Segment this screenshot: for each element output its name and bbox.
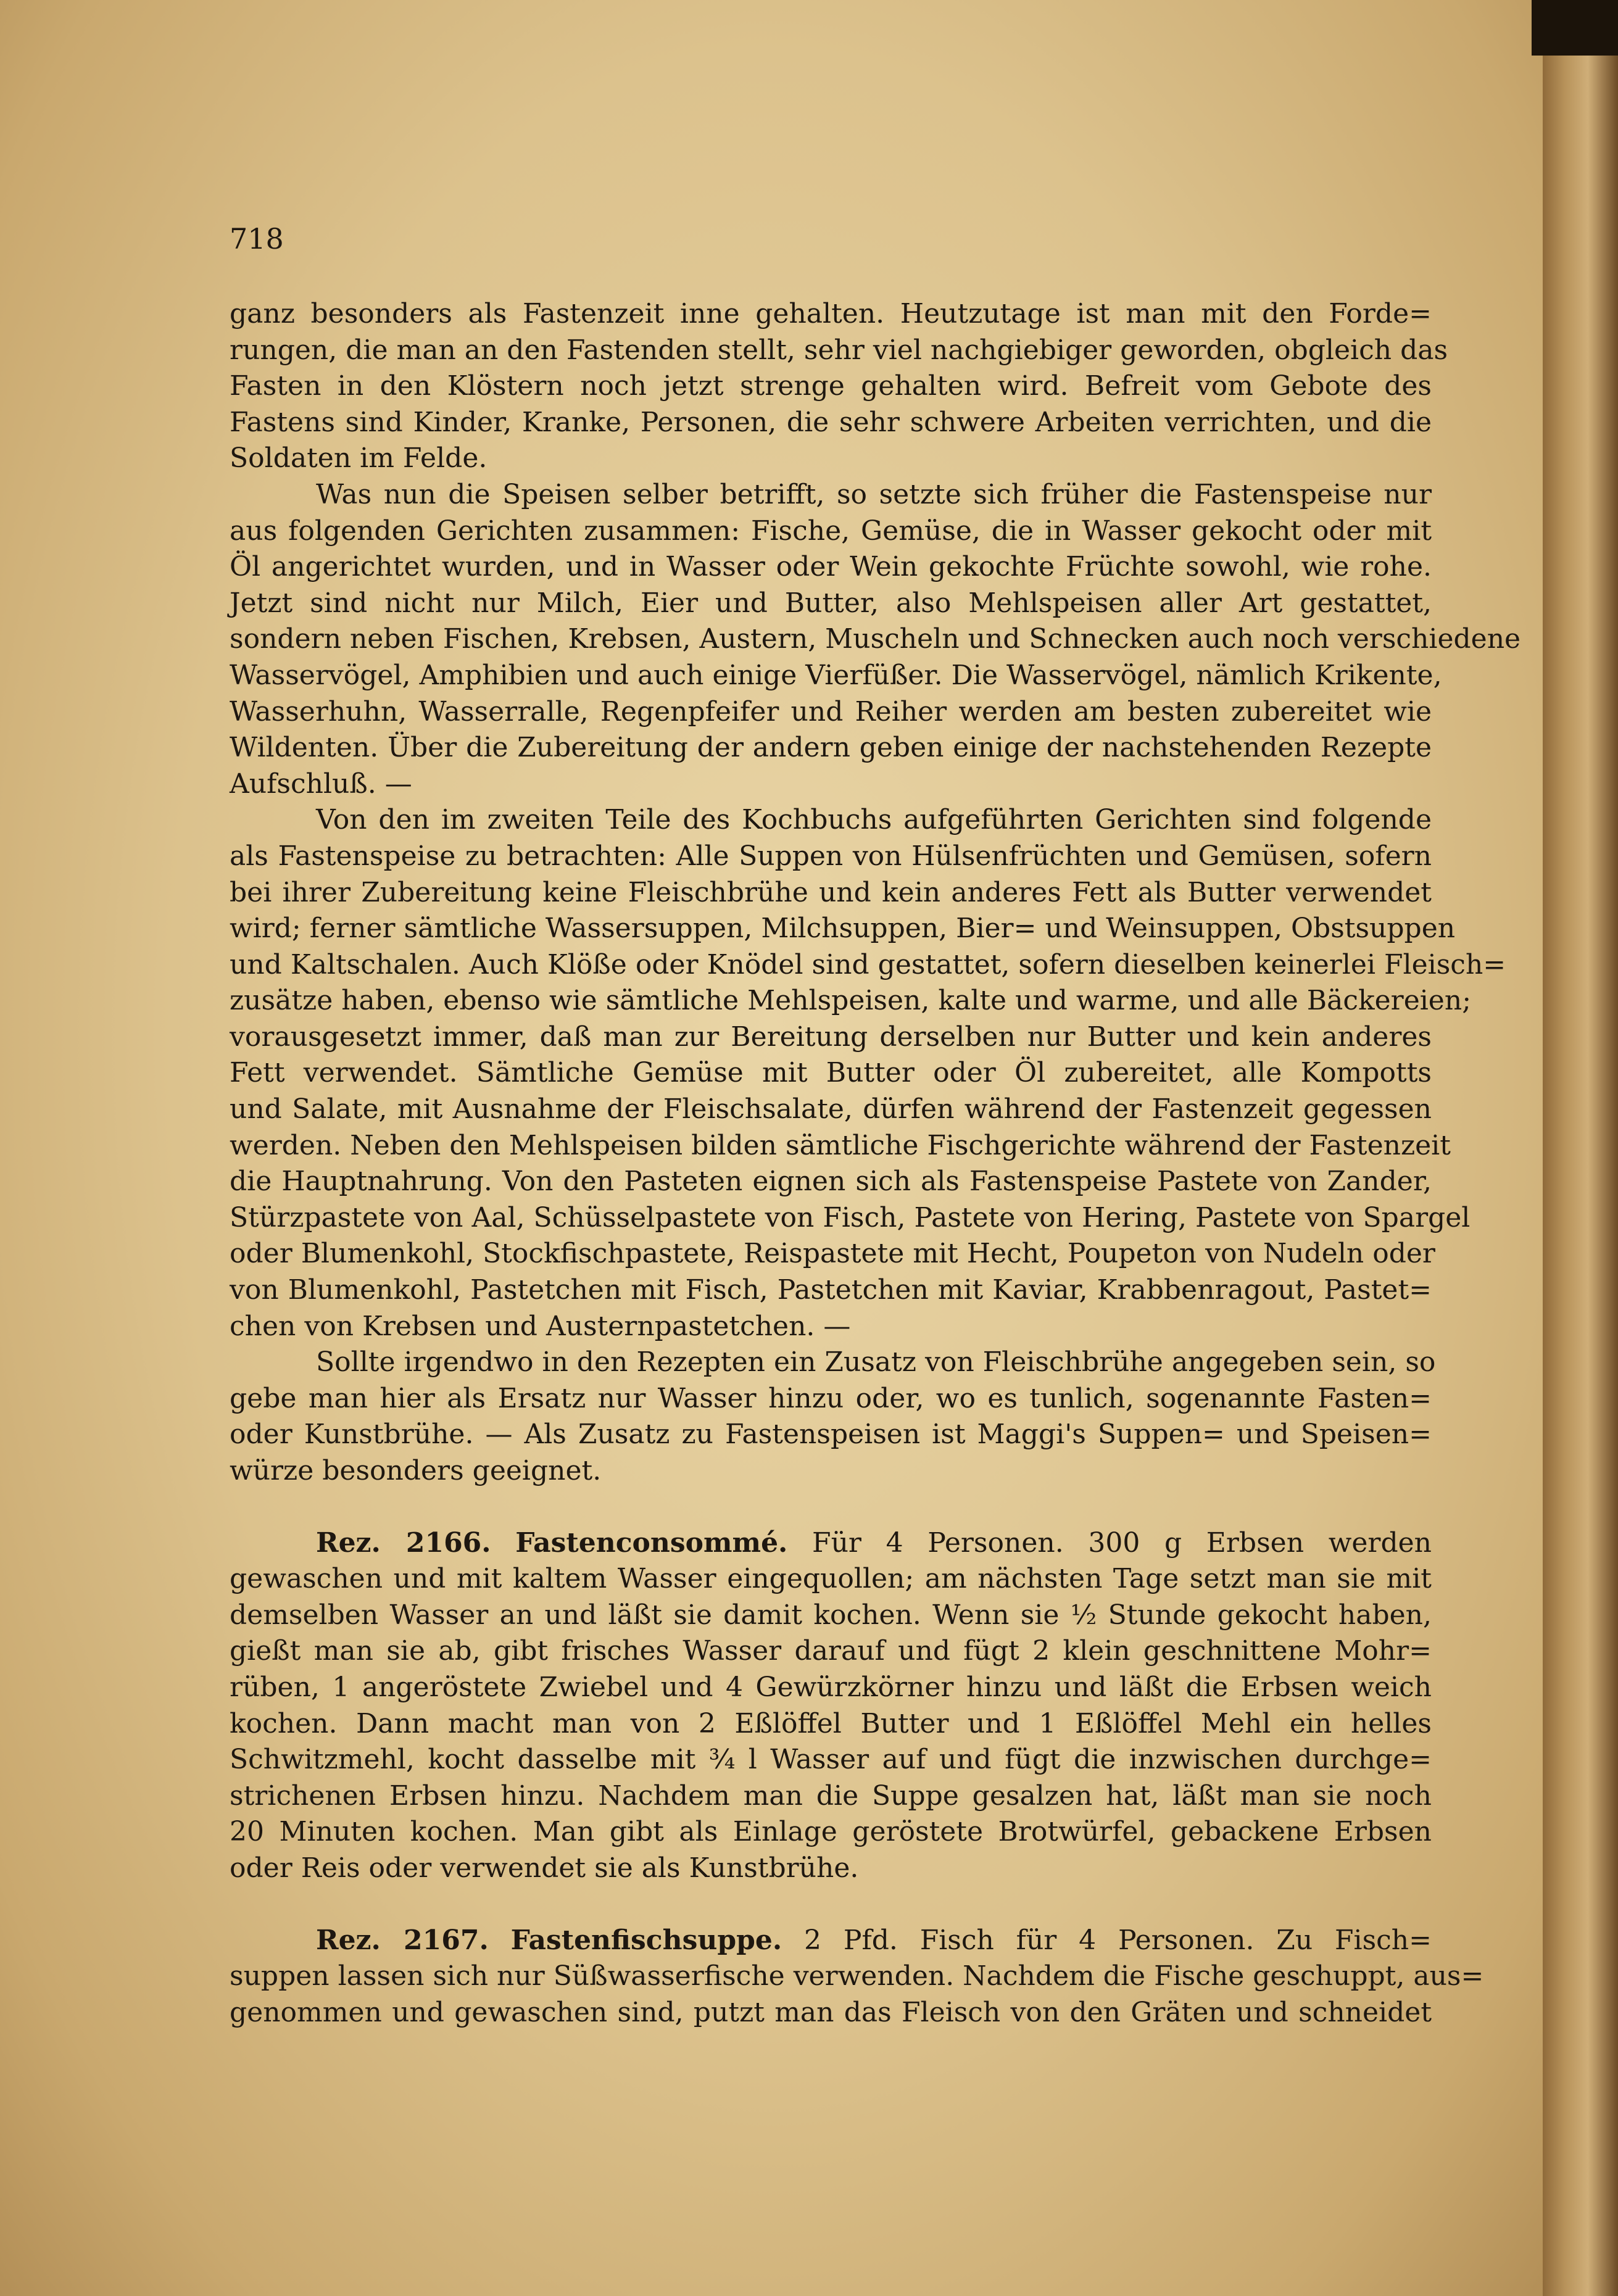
text-line: kochen. Dann macht man von 2 Eßlöffel Butter und 1 Eßlöffel Mehl ein helles	[230, 1707, 1432, 1739]
recipe-intro: 2 Pfd. Fisch für 4 Personen. Zu Fisch=	[804, 1924, 1432, 1956]
text-line: gebe man hier als Ersatz nur Wasser hinzu oder, wo es tunlich, sogenannte Fasten=	[230, 1382, 1432, 1414]
text-line: rüben, 1 angeröstete Zwiebel und 4 Gewürzkörner hinzu und läßt die Erbsen weich	[230, 1671, 1432, 1703]
text-line: Jetzt sind nicht nur Milch, Eier und Butter, also Mehlspeisen aller Art gestattet,	[230, 587, 1432, 619]
scan-background	[1532, 0, 1618, 56]
text-line: chen von Krebsen und Austernpastetchen. —	[230, 1310, 851, 1342]
page-body	[230, 296, 1521, 2031]
recipe-first-line	[230, 1525, 1432, 1562]
paragraph-3	[230, 802, 1506, 1345]
text-line: Fasten in den Klöstern noch jetzt strenge gehalten wird. Befreit vom Gebote des	[230, 370, 1432, 402]
text-line: Stürzpastete von Aal, Schüsselpastete von Fisch, Pastete von Hering, Pastete von Spargel	[230, 1201, 1471, 1233]
text-line: von Blumenkohl, Pastetchen mit Fisch, Pastetchen mit Kaviar, Krabbenragout, Pastet=	[230, 1274, 1432, 1306]
text-line: Fastens sind Kinder, Kranke, Personen, die sehr schwere Arbeiten verrichten, und die	[230, 406, 1432, 438]
text-line: rungen, die man an den Fastenden stellt, sehr viel nachgiebiger geworden, obgleich das	[230, 334, 1448, 366]
text-line: Soldaten im Felde.	[230, 442, 487, 475]
recipe-title: Fastenfischsuppe.	[510, 1924, 782, 1956]
text-line: gewaschen und mit kaltem Wasser eingequollen; am nächsten Tage setzt man sie mit	[230, 1563, 1432, 1595]
text-line: oder Reis oder verwendet sie als Kunstbrühe.	[230, 1852, 859, 1884]
recipe-number: Rez. 2166.	[316, 1527, 491, 1559]
text-line: Wasservögel, Amphibien und auch einige Vierfüßer. Die Wasservögel, nämlich Krikente,	[230, 659, 1442, 691]
paragraph-4	[230, 1345, 1436, 1489]
recipe-2167	[230, 1923, 1484, 2031]
text-line: ganz besonders als Fastenzeit inne gehalten. Heutzutage ist man mit den Forde=	[230, 298, 1432, 329]
text-line: sondern neben Fischen, Krebsen, Austern, Muscheln und Schnecken auch noch verschiedene	[230, 623, 1521, 655]
text-line: Sollte irgendwo in den Rezepten ein Zusatz von Fleischbrühe angegeben sein, so	[316, 1346, 1436, 1378]
text-line: Wildenten. Über die Zubereitung der andern geben einige der nachstehenden Rezepte	[230, 732, 1432, 764]
text-line: genommen und gewaschen sind, putzt man das Fleisch von den Gräten und schneidet	[230, 1996, 1432, 2028]
text-line: demselben Wasser an und läßt sie damit kochen. Wenn sie ½ Stunde gekocht haben,	[230, 1599, 1432, 1631]
paragraph-1	[230, 296, 1448, 477]
text-line: Aufschluß. —	[230, 768, 412, 800]
text-line: Öl angerichtet wurden, und in Wasser oder Wein gekochte Früchte sowohl, wie rohe.	[230, 551, 1432, 583]
paragraph-2	[230, 477, 1521, 802]
text-line: werden. Neben den Mehlspeisen bilden sämtliche Fischgerichte während der Fastenzeit	[230, 1129, 1451, 1161]
text-line: Wasserhuhn, Wasserralle, Regenpfeifer und Reiher werden am besten zubereitet wie	[230, 695, 1432, 727]
text-line: Schwitzmehl, kocht dasselbe mit ¾ l Wasser auf und fügt die inzwischen durchge=	[230, 1744, 1432, 1776]
text-line: aus folgenden Gerichten zusammen: Fische, Gemüse, die in Wasser gekocht oder mit	[230, 515, 1432, 547]
recipe-first-line	[230, 1923, 1432, 1959]
recipe-2166	[230, 1525, 1432, 1887]
text-line: oder Kunstbrühe. — Als Zusatz zu Fastenspeisen ist Maggi's Suppen= und Speisen=	[230, 1419, 1432, 1451]
recipe-intro: Für 4 Personen. 300 g Erbsen werden	[812, 1527, 1432, 1559]
recipe-number: Rez. 2167.	[316, 1924, 489, 1956]
text-line: Von den im zweiten Teile des Kochbuchs aufgeführten Gerichten sind folgende	[316, 804, 1432, 836]
text-line: zusätze haben, ebenso wie sämtliche Mehlspeisen, kalte und warme, und alle Bäckereien;	[230, 985, 1472, 1017]
text-line: 20 Minuten kochen. Man gibt als Einlage geröstete Brotwürfel, gebackene Erbsen	[230, 1816, 1432, 1848]
text-line: suppen lassen sich nur Süßwasserfische verwenden. Nachdem die Fische geschuppt, aus=	[230, 1960, 1484, 1992]
text-line: wird; ferner sämtliche Wassersuppen, Milchsuppen, Bier= und Weinsuppen, Obstsuppen	[230, 913, 1456, 945]
text-line: oder Blumenkohl, Stockfischpastete, Reispastete mit Hecht, Poupeton von Nudeln oder	[230, 1238, 1435, 1270]
text-line: strichenen Erbsen hinzu. Nachdem man die Suppe gesalzen hat, läßt man sie noch	[230, 1780, 1432, 1812]
text-line: bei ihrer Zubereitung keine Fleischbrühe und kein anderes Fett als Butter verwendet	[230, 876, 1432, 908]
text-line: Was nun die Speisen selber betrifft, so setzte sich früher die Fastenspeise nur	[316, 478, 1432, 510]
text-line: vorausgesetzt immer, daß man zur Bereitung derselben nur Butter und kein anderes	[230, 1021, 1432, 1053]
text-line: und Salate, mit Ausnahme der Fleischsalate, dürfen während der Fastenzeit gegessen	[230, 1093, 1432, 1125]
text-line: als Fastenspeise zu betrachten: Alle Suppen von Hülsenfrüchten und Gemüsen, sofern	[230, 840, 1432, 872]
text-line: und Kaltschalen. Auch Klöße oder Knödel sind gestattet, sofern dieselben keinerlei Fleisch=	[230, 948, 1506, 980]
text-line: gießt man sie ab, gibt frisches Wasser darauf und fügt 2 klein geschnittene Mohr=	[230, 1635, 1432, 1667]
page-edge	[1543, 0, 1618, 2296]
text-line: die Hauptnahrung. Von den Pasteten eignen sich als Fastenspeise Pastete von Zander,	[230, 1166, 1432, 1198]
text-line: würze besonders geeignet.	[230, 1455, 602, 1486]
recipe-title: Fastenconsommé.	[515, 1527, 788, 1559]
page-number: 718	[230, 222, 284, 255]
text-line: Fett verwendet. Sämtliche Gemüse mit Butter oder Öl zubereitet, alle Kompotts	[230, 1057, 1432, 1089]
